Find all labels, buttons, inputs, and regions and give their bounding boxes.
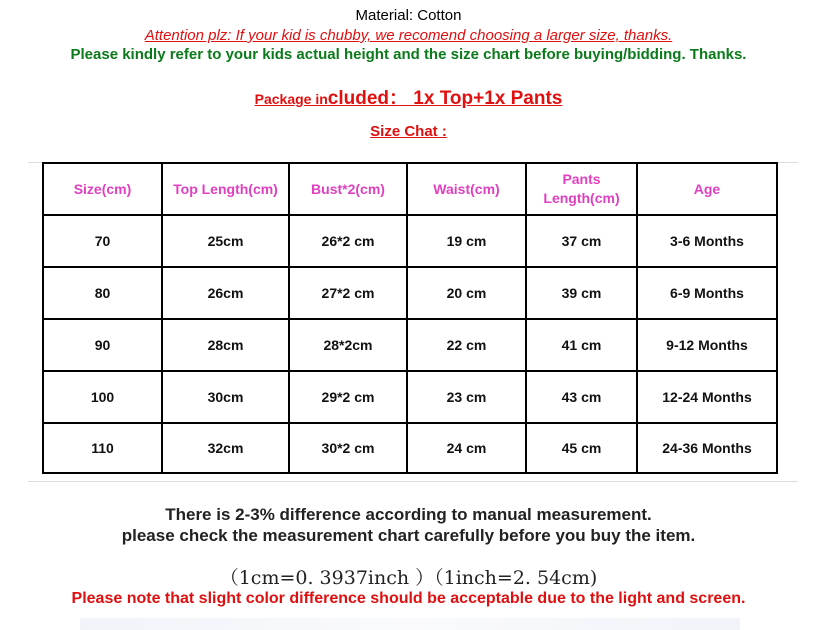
cell-age: 6-9 Months: [637, 267, 777, 319]
cell-top-length: 25cm: [162, 215, 289, 267]
cell-size: 80: [43, 267, 162, 319]
size-chart-title: Size Chat :: [370, 123, 447, 140]
cell-bust: 27*2 cm: [289, 267, 407, 319]
cell-top-length: 26cm: [162, 267, 289, 319]
header-waist: Waist(cm): [407, 163, 526, 215]
cell-size: 90: [43, 319, 162, 371]
cell-age: 3-6 Months: [637, 215, 777, 267]
header-size: Size(cm): [43, 163, 162, 215]
cell-pants-length: 41 cm: [526, 319, 637, 371]
cell-waist: 22 cm: [407, 319, 526, 371]
refer-text: Please kindly refer to your kids actual height and the size chart before buying/bidding. Thanks.: [70, 46, 747, 63]
header-pants-length: Pants Length(cm): [526, 163, 637, 215]
cell-pants-length: 45 cm: [526, 423, 637, 473]
cell-bust: 28*2cm: [289, 319, 407, 371]
package-included-text: [0, 83, 817, 110]
cell-top-length: 30cm: [162, 371, 289, 423]
cell-waist: 19 cm: [407, 215, 526, 267]
material-text: Material: Cotton: [355, 7, 462, 24]
table-header-row: [43, 163, 777, 215]
divider-bottom: [28, 481, 798, 482]
cell-top-length: 28cm: [162, 319, 289, 371]
cell-age: 24-36 Months: [637, 423, 777, 473]
package-label-part1: Package in: [254, 91, 328, 107]
unit-conversion-note: （1cm=0. 3937inch ）（1inch=2. 54cm): [219, 567, 598, 589]
cell-size: 70: [43, 215, 162, 267]
cell-size: 100: [43, 371, 162, 423]
table-row: [43, 267, 777, 319]
cell-pants-length: 37 cm: [526, 215, 637, 267]
cell-bust: 29*2 cm: [289, 371, 407, 423]
check-chart-note: please check the measurement chart carefully before you buy the item.: [121, 526, 696, 545]
table-row: [43, 215, 777, 267]
size-chart-table: [42, 162, 778, 474]
cell-age: 9-12 Months: [637, 319, 777, 371]
cell-bust: 26*2 cm: [289, 215, 407, 267]
measurement-difference-note: There is 2-3% difference according to manual measurement.: [165, 505, 652, 524]
cell-size: 110: [43, 423, 162, 473]
cell-age: 12-24 Months: [637, 371, 777, 423]
color-difference-note: Please note that slight color difference should be acceptable due to the light and screen.: [71, 590, 746, 607]
cell-top-length: 32cm: [162, 423, 289, 473]
attention-text: Attention plz: If your kid is chubby, we recomend choosing a larger size, thanks.: [144, 27, 673, 44]
header-age: Age: [637, 163, 777, 215]
table-row: [43, 319, 777, 371]
cell-waist: 23 cm: [407, 371, 526, 423]
table-row: [43, 371, 777, 423]
table-row: [43, 423, 777, 473]
cell-bust: 30*2 cm: [289, 423, 407, 473]
bottom-fade-decoration: [80, 618, 740, 630]
cell-pants-length: 43 cm: [526, 371, 637, 423]
cell-waist: 20 cm: [407, 267, 526, 319]
header-top-length: Top Length(cm): [162, 163, 289, 215]
package-label-part2: cluded： 1x Top+1x Pants: [327, 88, 563, 109]
cell-pants-length: 39 cm: [526, 267, 637, 319]
cell-waist: 24 cm: [407, 423, 526, 473]
header-bust: Bust*2(cm): [289, 163, 407, 215]
